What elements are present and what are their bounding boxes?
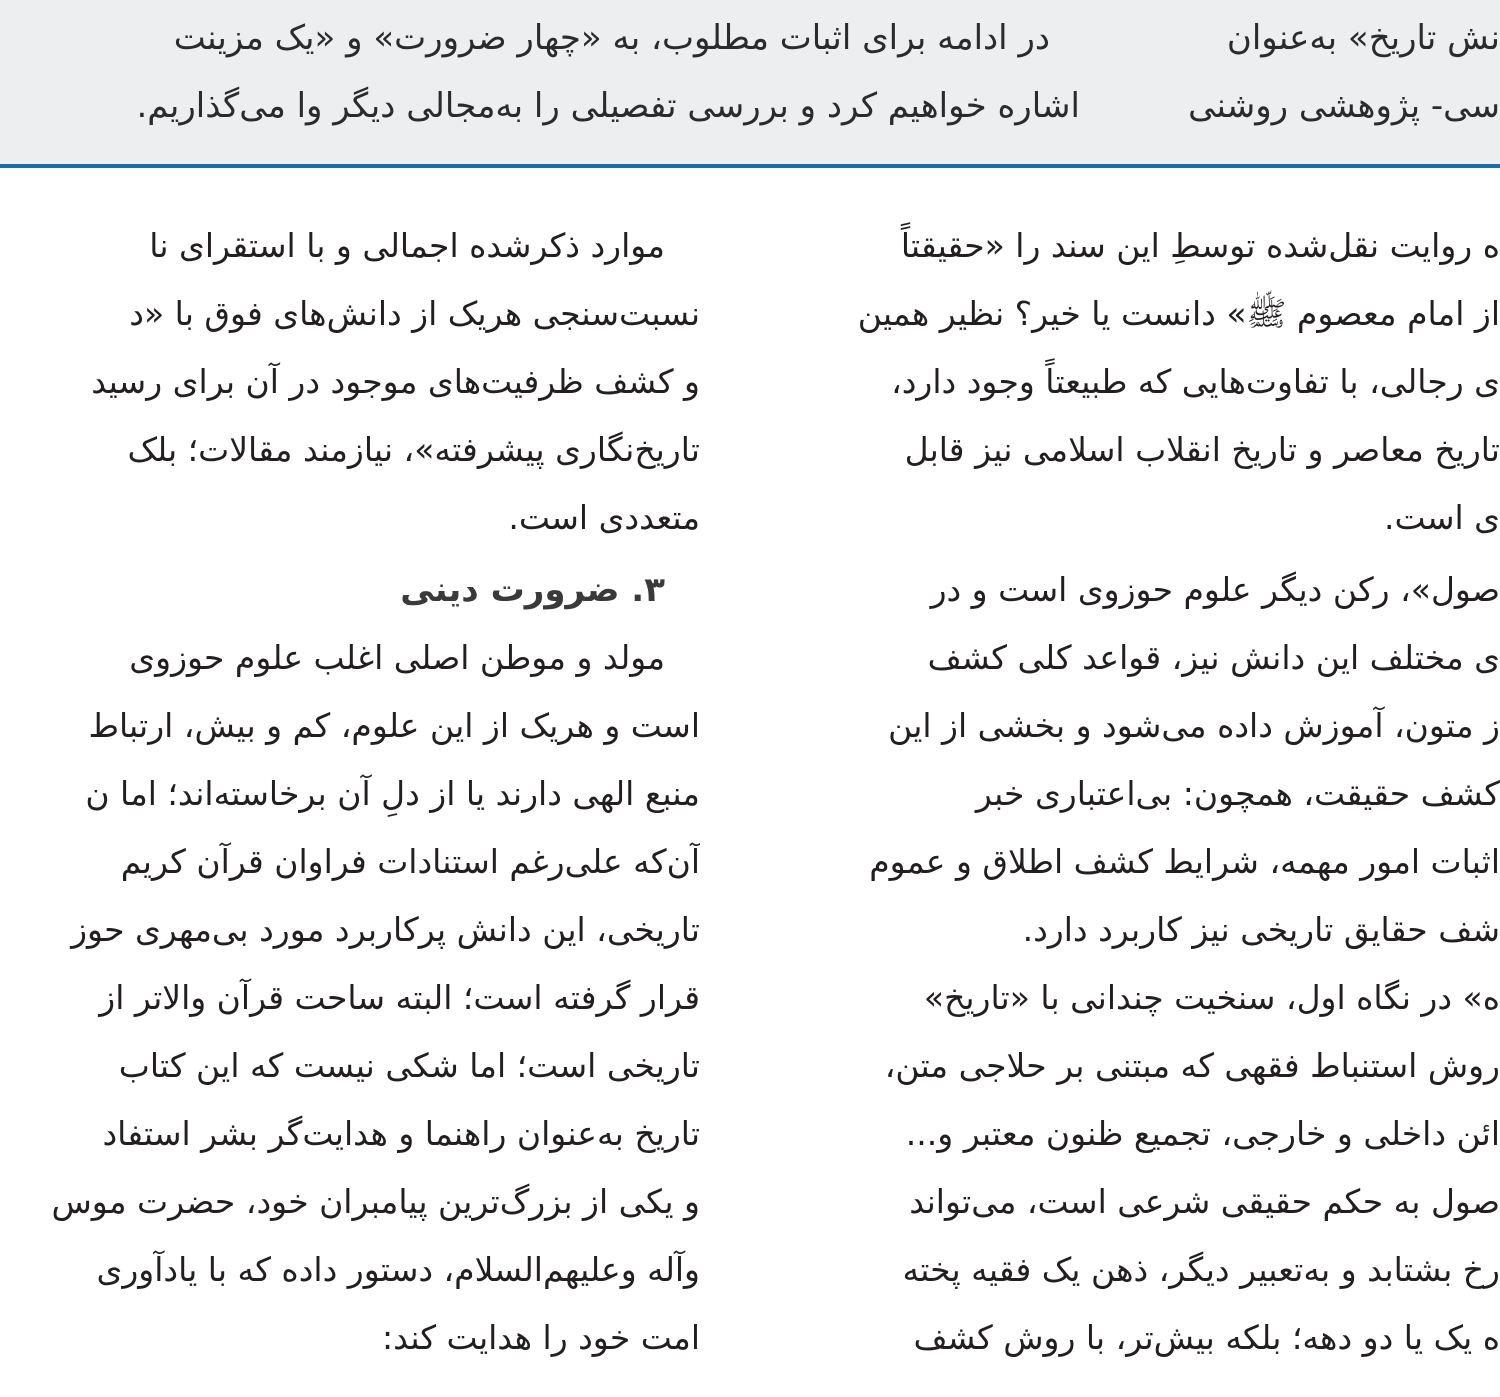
body-line: ی رجالی، با تفاوت‌هایی که طبیعتاً وجود دارد، <box>891 362 1500 401</box>
body-line: ز متون، آموزش داده می‌شود و بخشی از این <box>888 706 1500 745</box>
header-band <box>0 0 1500 168</box>
left-column <box>0 170 700 1397</box>
body-line: ه روایت نقل‌شده توسطِ این سند را «حقیقتاً <box>900 226 1500 265</box>
body-line: موارد ذکرشده اجمالی و با استقرای نا <box>149 226 665 265</box>
body-line: تاریخ‌نگاری پیشرفته»، نیازمند مقالات؛ بلک <box>127 430 700 469</box>
body-line: وآله وعلیهم‌السلام، دستور داده که با یادآوری <box>96 1250 700 1289</box>
body-line: امت خود را هدایت کند: <box>381 1318 700 1357</box>
header-line-2-left: اشاره خواهیم کرد و بررسی تفصیلی را به‌مجالی دیگر وا می‌گذاریم. <box>136 86 1080 126</box>
body-line: تاریخی است؛ اما شکی نیست که این کتاب <box>118 1046 700 1085</box>
body-line: صول»، رکن دیگر علوم حوزوی است و در <box>930 570 1500 609</box>
body-line: منبع الهی دارند یا از دلِ آن برخاسته‌اند؛ اما ن <box>85 774 700 813</box>
body-line: و کشف ظرفیت‌های موجود در آن برای رسید <box>91 362 700 401</box>
header-line-1-left: در ادامه برای اثبات مطلوب، به «چهار ضرورت» و «یک مزینت <box>173 18 1050 58</box>
body-line: مولد و موطن اصلی اغلب علوم حوزوی <box>129 638 665 677</box>
body-line: رخ بشتابد و به‌تعبیر دیگر، ذهن یک فقیه پخته <box>902 1250 1500 1289</box>
body-line: و یکی از بزرگ‌ترین پیامبران خود، حضرت موس <box>51 1182 700 1221</box>
body-line: ه» در نگاه اول، سنخیت چندانی با «تاریخ» <box>923 978 1500 1017</box>
body-line: متعددی است. <box>508 498 700 537</box>
right-column <box>760 170 1500 1397</box>
body-line: ائن داخلی و خارجی، تجمیع ظنون معتبر و... <box>905 1114 1500 1153</box>
body-line: اثبات امور مهمه، شرایط کشف اطلاق و عموم <box>869 842 1500 881</box>
body-line: صول به حکم حقیقی شرعی است، می‌تواند <box>909 1182 1500 1221</box>
body-line: تاریخی، این دانش پرکاربرد مورد بی‌مهری حوز <box>71 910 700 949</box>
body-line: ی است. <box>1383 498 1500 537</box>
body-line: نسبت‌سنجی هریک از دانش‌های فوق با «د <box>129 294 700 333</box>
body-line: شف حقایق تاریخی نیز کاربرد دارد. <box>1022 910 1500 949</box>
body-line: از امام معصوم ﷺ» دانست یا خیر؟ نظیر همین <box>857 294 1500 333</box>
section-heading: ۳. ضرورت دینی <box>400 570 665 610</box>
header-line-2-right: سی- پژوهشی روشنی <box>1188 86 1500 126</box>
body-line: تاریخ به‌عنوان راهنما و هدایت‌گر بشر استفاد <box>102 1114 700 1153</box>
body-line: است و هریک از این علوم، کم و بیش، ارتباط <box>88 706 700 745</box>
body-line: آن‌که علی‌رغم استنادات فراوان قرآن کریم <box>120 842 700 881</box>
body-line: روش استنباط فقهی که مبتنی بر حلاجی متن، <box>884 1046 1500 1085</box>
body-line: ی مختلف این دانش نیز، قواعد کلی کشف <box>927 638 1500 677</box>
header-line-1-right: نش تاریخ» به‌عنوان <box>1226 18 1500 58</box>
body-line: کشف حقیقت، همچون: بی‌اعتباری خبر <box>975 774 1500 813</box>
body-line: ه یک یا دو دهه؛ بلکه بیش‌تر، با روش کشف <box>913 1318 1500 1357</box>
body-line: تاریخ معاصر و تاریخ انقلاب اسلامی نیز قابل <box>904 430 1500 469</box>
body-line: قرار گرفته است؛ البته ساحت قرآن والاتر از <box>99 978 700 1017</box>
